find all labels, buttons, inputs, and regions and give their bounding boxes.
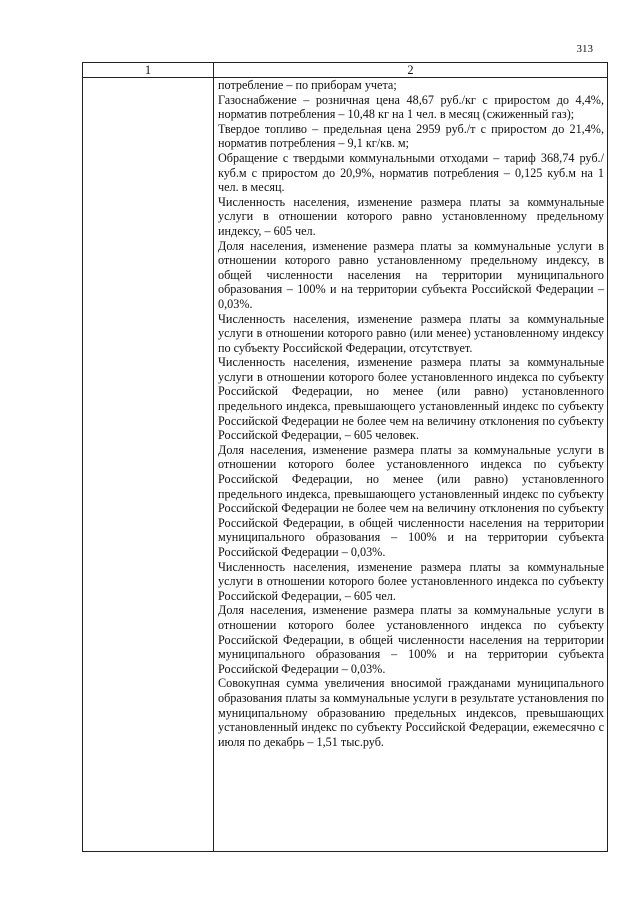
- paragraph-total-increase: Совокупная сумма увеличения вносимой гражданами муниципального образования платы за коммунальные услуги в результате установления по муниципальному образованию предельных индексов, превышающих установленный индекс по субъекту Российской Федерации, ежемесячно с июля по декабрь – 1,51 тыс.руб.: [218, 676, 604, 749]
- paragraph-population-above-index: Численность населения, изменение размера платы за коммунальные услуги в отношении которого более установленного индекса по субъекту Российской Федерации, – 605 чел.: [218, 559, 604, 603]
- column-2-cell-content: [214, 78, 608, 852]
- paragraph-population-between-index: Численность населения, изменение размера платы за коммунальные услуги в отношении которого более установленного индекса по субъекту Российской Федерации, но менее (или равно) установленного предельного индекса, превышающего установленный индекс по субъекту Российской Федерации не более чем на величину отклонения по субъекту Российской Федерации, – 605 человек.: [218, 355, 604, 443]
- document-table: [82, 62, 608, 852]
- paragraph-share-equal-limit: Доля населения, изменение размера платы за коммунальные услуги в отношении которого равно установленному предельному индексу, в общей численности населения на территории муниципального образования – 100% и на территории субъекта Российской Федерации – 0,03%.: [218, 238, 604, 311]
- column-1-cell-empty: [83, 78, 214, 852]
- paragraph-gas-supply: Газоснабжение – розничная цена 48,67 руб./кг с приростом до 4,4%, норматив потребления – 10,48 кг на 1 чел. в месяц (сжиженный газ);: [218, 92, 604, 122]
- table-body-row: [83, 78, 608, 852]
- paragraph-metering: потребление – по приборам учета;: [218, 78, 397, 92]
- paragraph-population-below-index: Численность населения, изменение размера платы за коммунальные услуги в отношении которого равно (или менее) установленному индексу по субъекту Российской Федерации, отсутствует.: [218, 311, 604, 355]
- table-header-row: [83, 63, 608, 78]
- paragraph-share-between-index: Доля населения, изменение размера платы за коммунальные услуги в отношении которого более установленного индекса по субъекту Российской Федерации, но менее (или равно) установленного предельного индекса, превышающего установленный индекс по субъекту Российской Федерации не более чем на величину отклонения по субъекту Российской Федерации, в общей численности населения на территории муниципального образования – 100% и на территории субъекта Российской Федерации – 0,03%.: [218, 442, 604, 559]
- paragraph-solid-fuel: Твердое топливо – предельная цена 2959 руб./т с приростом до 21,4%, норматив потребления – 9,1 кг/кв. м;: [218, 121, 604, 151]
- paragraph-waste-handling: Обращение с твердыми коммунальными отходами – тариф 368,74 руб./куб.м с приростом до 20,9%, норматив потребления – 0,125 куб.м на 1 чел. в месяц.: [218, 150, 604, 195]
- paragraph-population-equal-limit: Численность населения, изменение размера платы за коммунальные услуги в отношении которого равно установленному предельному индексу, – 605 чел.: [218, 194, 604, 238]
- page-number: 313: [576, 43, 593, 55]
- column-header-2: 2: [214, 63, 608, 78]
- paragraph-share-above-index: Доля населения, изменение размера платы за коммунальные услуги в отношении которого более установленного индекса по субъекту Российской Федерации, в общей численности населения на территории муниципального образования – 100% и на территории субъекта Российской Федерации – 0,03%.: [218, 603, 604, 676]
- column-header-1: 1: [83, 63, 214, 78]
